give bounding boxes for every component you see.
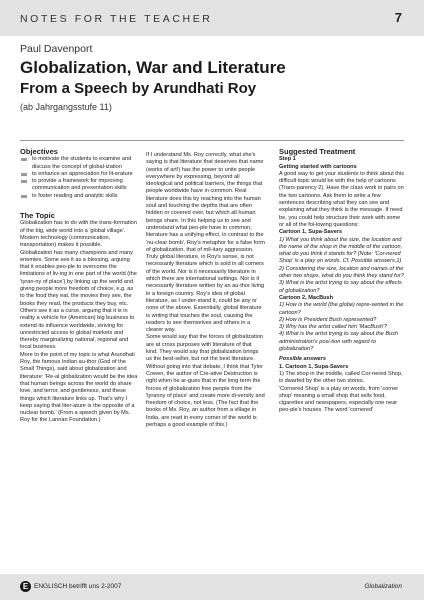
column-middle <box>146 152 265 429</box>
cartoon2-question: 2) How is President Bush represented? <box>279 316 377 323</box>
body-paragraph: Without going into that debate, I think that Tyler Cowen, the author of Cre-ative Destruction is right when he ar-gues that in the long term the forces of globalization free people from the 'tyranny of place' and create more di-versity and freedom of choice, not less. (The fact that the books of Ms. Roy, an author from a village in India, are read in every corner of the world is perhaps a good example of this.) <box>146 363 265 428</box>
topic-paragraph: More to the point of my topic is what Arundhati Roy, the famous Indian au-thor (God of the Small Things), said about globalization and literature: 'Re-al globalization would be the idea that human beings across the world do share love, and terror, and gentleness, and these things which literature links up. That's why I keep saying that liter-ature is the opposite of a nuclear bomb.' (From a speech given by Ms. Roy for the Lannan Foundation.) <box>20 351 138 424</box>
answers-heading: Possible answers <box>279 356 326 363</box>
article-subtitle: From a Speech by Arundhati Roy <box>20 80 257 97</box>
cartoon2-question: 3) Why has the artist called him 'MacBush'? <box>279 324 388 331</box>
author: Paul Davenport <box>20 43 93 55</box>
objectives-heading: Objectives <box>20 147 58 156</box>
publication-name: ENGLISCH betrifft uns 2-2007 <box>34 583 122 590</box>
objective-item: to provide a framework for improving communication and presentation skills <box>20 178 138 193</box>
topic-paragraph: Others see it as a curse, arguing that it is in reality a vehicle for (American) big business to extend its influence worldwide, striving for unrestricted access to global markets and thereby marginalizing national, regional and local business. <box>20 307 135 351</box>
page-number: 7 <box>394 10 402 25</box>
grade-level: (ab Jahrgangsstufe 11) <box>20 102 112 112</box>
topic-heading: The Topic <box>20 211 55 221</box>
cartoon2-heading: Cartoon 2, MacBush <box>279 294 334 301</box>
body-paragraph: Truly global literature, in Roy's sense, is not necessarily literature which is sold in all corners of the world. Nor is it necessarily literature in which there are international settings. Nor is it necessarily literature written by an au-thor living in a foreign country. Roy's idea of global literature, as I under-stand it, could be any or none of the above. Essentially, global literature is writing that touches the soul, causing the readers to see themselves and others in a clearer way. <box>146 254 265 334</box>
divider <box>20 140 404 141</box>
objective-item: to foster reading and analytic skills <box>20 193 138 200</box>
step-subheading: Getting started with cartoons <box>279 163 357 170</box>
topic-paragraph: Globalization has to do with the trans-formation of the big, wide world into a 'global village'. Modern technology (communication, transportation) makes it possible. <box>20 220 137 249</box>
header-title: NOTES FOR THE TEACHER <box>20 13 213 25</box>
body-paragraph: Some would say that the forces of globalization are at cross purposes with literature of that kind. They would say that globalization brings us the best-seller, but not the best literature. <box>146 334 263 363</box>
cartoon2-question: 4) What is the artist trying to say about the Bush administration's posi-tion with regard to globalization? <box>279 331 399 353</box>
cartoon1-question: 1) What you think about the size, the location and the name of the shop in the middle of the cartoon, what do you think it stands for? (Note: 'Cor-nered Shop' is a play on words. Cf. Possible answers,1) <box>279 236 403 265</box>
objectives-list <box>20 156 138 200</box>
treatment-intro: A good way to get your students to think about this difficult topic would be with the help of cartoons (Trans-parency 2). Have the class work in pairs on the two cartoons. Ask them to write a few sentences describing what they can see and explaining what they think is the message. If need be, you could help structure their work with some or all of the fol-lowing questions: <box>279 170 405 228</box>
publication-logo: E <box>20 581 31 592</box>
page-footer <box>0 574 424 600</box>
page-header <box>0 0 424 36</box>
cartoon1-question: 2) Considering the size, location and names of the other two shops, what do you think they stand for? <box>279 265 404 280</box>
answers-subheading: 1. Cartoon 1, Supa-Savers <box>279 363 349 370</box>
objective-item: to motivate the students to examine and discuss the concept of global-ization <box>20 156 138 171</box>
column-right <box>279 148 404 415</box>
topic-paragraph: Globalization has many champions and many enemies. Some see it as a blessing, arguing that it enables peo-ple to overcome the limitations of liv-ing in one part of the world (the 'tyran-ny of place') by linking up the world and giving people more freedom of choice, e.g. as to the food they eat, the movies they see, the books they read, the products they buy, etc. <box>20 249 137 307</box>
column-left <box>20 148 138 425</box>
step-label: Step 1 <box>279 156 296 163</box>
cartoon1-heading: Cartoon 1, Supa-Savers <box>279 229 343 236</box>
article-title: Globalization, War and Literature <box>20 58 286 77</box>
answer-paragraph: 'Cornered Shop' is a play on words, from 'corner shop' meaning a small shop that sells food, cigarettes and newspapers, especially one near peo-ple's houses. The word 'cornered' <box>279 385 399 414</box>
treatment-heading: Suggested Treatment <box>279 147 356 156</box>
objective-item: to enhance an appreciation for lit-erature <box>20 171 138 178</box>
footer-topic: Globalization <box>364 583 402 590</box>
body-paragraph: If I understand Ms. Roy correctly, what she's saying is that literature that deserves that name (works of art!) has the power to unite people everywhere by expressing, beyond all ideological and political barriers, the things that people worldwide have in common. Real literature does this by reaching into the human soul and touching the depths that are often hidden or covered over, but which all human beings share. In this helping us to see and understand what peo-ple have in common, literature has a unifying effect, in contrast to the 'nu-clear bomb', Roy's metaphor for a false form of globalization, that of mil-itary aggression. <box>146 152 265 253</box>
cartoon1-question: 3) What is the artist trying to say about the effects of globalization? <box>279 280 402 294</box>
cartoon2-question: 1) How is the world (the globe) repre-sented in the cartoon? <box>279 302 404 316</box>
answer-paragraph: 1) The shop in the middle, called Cor-nered Shop, is dwarfed by the other two stores. <box>279 370 403 385</box>
